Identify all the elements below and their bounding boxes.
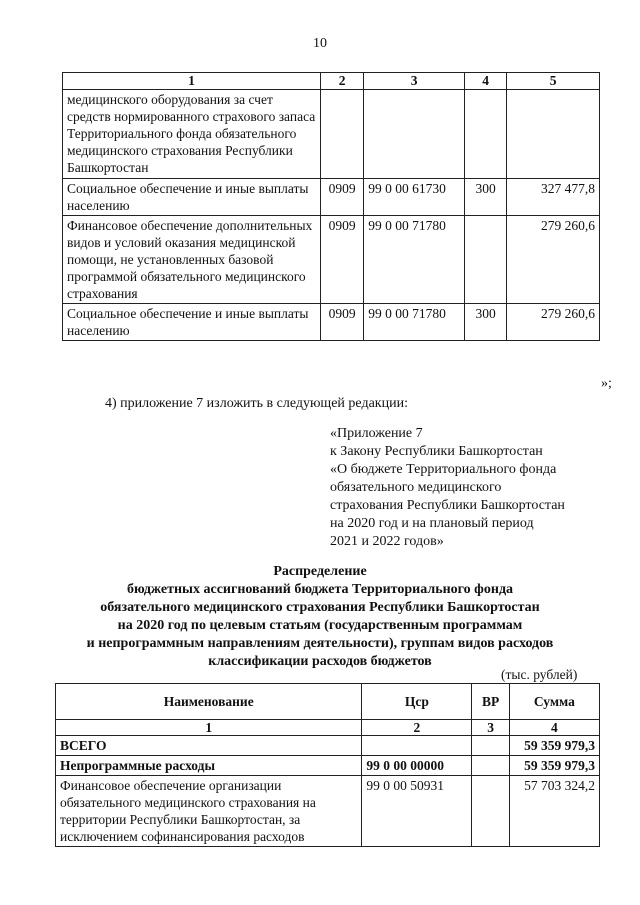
table-row [63,90,600,179]
row-kind [472,736,509,756]
row-target: 99 0 00 00000 [362,756,472,776]
row-target: 99 0 00 50931 [362,776,472,847]
table-row-total [56,736,600,756]
row-name: Финансовое обеспечение организации обязательного медицинского страхования на территории Республики Башкортостан, за исключением софинансирования расходов [56,776,362,847]
table-row [56,756,600,776]
appendix-header [330,425,565,551]
heading-line: на 2020 год по целевым статьям (государственным программам [117,618,523,633]
row-section [320,90,363,179]
heading-line: Распределение [273,564,367,579]
appendix-line: «О бюджете Территориального фонда [330,462,557,477]
row-kind [472,776,509,847]
col-header-kind: ВР [472,684,509,720]
table-row [63,179,600,216]
appendix-line: на 2020 год и на плановый период [330,516,534,531]
row-amount: 59 359 979,3 [509,736,599,756]
row-name: Финансовое обеспечение дополнительных видов и условий оказания медицинской помощи, не установленных базовой программой обязательного медицинского страхования [63,216,321,304]
row-name: Социальное обеспечение и иные выплаты населению [63,304,321,341]
table-header-row [63,73,600,90]
row-amount [507,90,600,179]
table-row [56,776,600,847]
heading-line: и непрограммным направлениям деятельности), группам видов расходов [86,636,554,651]
row-section: 0909 [320,179,363,216]
row-name: ВСЕГО [56,736,362,756]
col-header: 5 [507,73,600,90]
row-section: 0909 [320,304,363,341]
row-name: Непрограммные расходы [56,756,362,776]
appendix-line: обязательного медицинского [330,480,502,495]
col-header: 4 [464,73,506,90]
heading-line: классификации расходов бюджетов [208,654,432,669]
row-name: Социальное обеспечение и иные выплаты населению [63,179,321,216]
row-kind [472,756,509,776]
table-header-row [56,684,600,720]
page-number: 10 [313,36,327,51]
col-index: 3 [472,720,509,736]
appendix-line: к Закону Республики Башкортостан [330,444,543,459]
row-amount: 59 359 979,3 [509,756,599,776]
col-index: 2 [362,720,472,736]
col-header: 2 [320,73,363,90]
row-target: 99 0 00 71780 [364,216,465,304]
row-target: 99 0 00 71780 [364,304,465,341]
appendix-line: страхования Республики Башкортостан [330,498,565,513]
row-target [362,736,472,756]
heading-line: обязательного медицинского страхования Республики Башкортостан [100,600,540,615]
row-target [364,90,465,179]
amendment-paragraph: 4) приложение 7 изложить в следующей редакции: [105,396,408,411]
row-amount: 279 260,6 [507,304,600,341]
col-index: 1 [56,720,362,736]
row-amount: 327 477,8 [507,179,600,216]
document-heading [0,563,640,671]
table-row [63,216,600,304]
row-section: 0909 [320,216,363,304]
units-label: (тыс. рублей) [501,667,578,682]
row-name: медицинского оборудования за счет средств нормированного страхового запаса Территориального фонда обязательного медицинского страхования Республики Башкортостан [63,90,321,179]
appendix-line: «Приложение 7 [330,426,423,441]
row-target: 99 0 00 61730 [364,179,465,216]
row-kind [464,90,506,179]
col-header-amount: Сумма [509,684,599,720]
heading-line: бюджетных ассигнований бюджета Территориального фонда [126,582,514,597]
table-row [63,304,600,341]
closing-quote-mark: »; [601,376,612,391]
row-amount: 279 260,6 [507,216,600,304]
row-amount: 57 703 324,2 [509,776,599,847]
row-kind: 300 [464,304,506,341]
col-header-name: Наименование [56,684,362,720]
allocation-table [55,683,600,847]
col-header: 1 [63,73,321,90]
col-header-target: Цср [362,684,472,720]
appendix-line: 2021 и 2022 годов» [330,534,444,549]
col-index: 4 [509,720,599,736]
row-kind [464,216,506,304]
row-kind: 300 [464,179,506,216]
budget-table-continued [62,72,600,341]
table-index-row [56,720,600,736]
col-header: 3 [364,73,465,90]
